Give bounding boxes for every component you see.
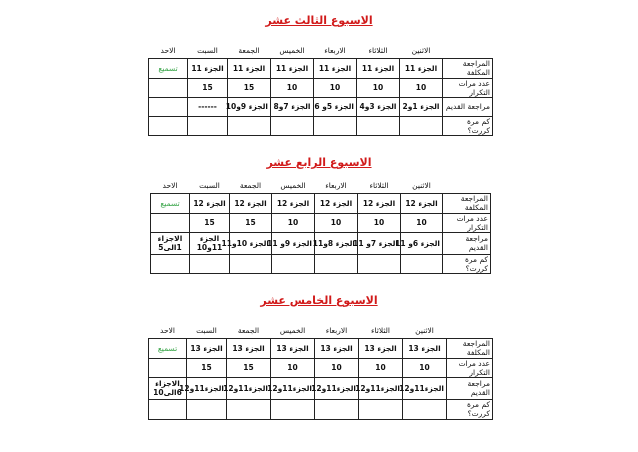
- table-cell: 15: [230, 213, 272, 232]
- table-header-row: [149, 44, 493, 58]
- row-label: مراجعة القديم: [443, 97, 493, 116]
- table-cell: الجزء 10و11: [230, 232, 272, 254]
- table-cell: [271, 116, 314, 135]
- table-row: [151, 213, 491, 232]
- table-cell: 10: [271, 358, 315, 377]
- row-label: عدد مرات التكرار: [443, 78, 493, 97]
- day-header: الجمعة: [237, 326, 260, 336]
- week-15-title: الاسبوع الخامس عشر: [260, 294, 378, 307]
- table-cell: الجزء11و12: [403, 377, 447, 399]
- recitation-cell: تسميع: [149, 338, 187, 358]
- table-cell: [151, 213, 190, 232]
- table-cell: 15: [227, 358, 271, 377]
- table-cell: الجزء11و12: [227, 377, 271, 399]
- table-cell: 10: [359, 358, 403, 377]
- table-cell: ------: [188, 97, 228, 116]
- table-row: [149, 97, 493, 116]
- week-14-table: [150, 179, 491, 274]
- row-label: المراجعة المكلفة: [443, 58, 493, 78]
- table-cell: الجزء 7و8: [271, 97, 314, 116]
- table-cell: [272, 254, 315, 273]
- day-header: الخميس: [279, 326, 306, 336]
- table-cell: [315, 254, 358, 273]
- table-cell: الجزء 11: [400, 58, 443, 78]
- table-cell: الجزء 13: [403, 338, 447, 358]
- day-header: الاحد: [160, 326, 175, 336]
- table-cell: الجزء 11: [357, 58, 400, 78]
- corner-cell: [447, 324, 493, 338]
- table-cell: الاجزاء 1الى5: [151, 232, 190, 254]
- table-cell: [359, 399, 403, 419]
- table-cell: 10: [403, 358, 447, 377]
- day-header: الثلاثاء: [370, 326, 390, 336]
- table-cell: الجزء11و12: [271, 377, 315, 399]
- table-cell: الجزء 13: [271, 338, 315, 358]
- table-cell: [190, 254, 230, 273]
- row-label: المراجعة المكلفة: [443, 193, 491, 213]
- day-header: الاربعاء: [324, 46, 346, 56]
- table-cell: الجزء 11: [188, 58, 228, 78]
- table-row: [149, 58, 493, 78]
- table-cell: [230, 254, 272, 273]
- table-cell: 10: [272, 213, 315, 232]
- day-header: الاثنين: [411, 46, 431, 56]
- corner-cell: [443, 44, 493, 58]
- table-cell: الجزء 11: [228, 58, 271, 78]
- day-header: الاثنين: [412, 181, 431, 191]
- table-cell: الجزء11و12: [359, 377, 403, 399]
- table-cell: [149, 358, 187, 377]
- table-cell: الجزء 9و10: [228, 97, 271, 116]
- table-cell: 15: [188, 78, 228, 97]
- table-cell: [151, 254, 190, 273]
- table-cell: 15: [228, 78, 271, 97]
- day-header: الثلاثاء: [369, 181, 389, 191]
- table-cell: الجزء 12: [190, 193, 230, 213]
- table-cell: الجزء 13: [187, 338, 227, 358]
- table-cell: 10: [400, 78, 443, 97]
- day-header: الجمعة: [239, 181, 262, 191]
- row-label: كم مرة كررت؟: [443, 254, 491, 273]
- day-header: الاثنين: [415, 326, 434, 336]
- table-cell: [149, 97, 188, 116]
- table-cell: [400, 116, 443, 135]
- table-cell: الجزء 11: [271, 58, 314, 78]
- table-row: [149, 358, 493, 377]
- table-row: [149, 338, 493, 358]
- table-cell: الجزء 13: [315, 338, 359, 358]
- table-cell: 15: [187, 358, 227, 377]
- table-cell: الجزء 12: [230, 193, 272, 213]
- table-cell: [149, 399, 187, 419]
- table-cell: الجزء 13: [359, 338, 403, 358]
- table-cell: 10: [315, 358, 359, 377]
- table-row: [149, 78, 493, 97]
- table-cell: الجزء 11و10: [190, 232, 230, 254]
- table-row: [149, 116, 493, 135]
- table-cell: الجزء 9و 11: [272, 232, 315, 254]
- table-header-row: [149, 324, 493, 338]
- table-header-row: [151, 179, 491, 193]
- table-cell: 15: [190, 213, 230, 232]
- day-header: السبت: [197, 46, 218, 56]
- table-cell: 10: [315, 213, 358, 232]
- table-cell: [187, 399, 227, 419]
- table-cell: الاجزاء 6الى10: [149, 377, 187, 399]
- table-cell: [401, 254, 443, 273]
- table-cell: الجزء 11: [314, 58, 357, 78]
- table-cell: الجزء 7و 11: [358, 232, 401, 254]
- table-cell: الجزء 12: [272, 193, 315, 213]
- table-cell: الجزء 12: [358, 193, 401, 213]
- week-15-table: [148, 324, 493, 420]
- table-cell: الجزء11و12: [315, 377, 359, 399]
- table-row: [149, 377, 493, 399]
- table-cell: 10: [358, 213, 401, 232]
- table-cell: 10: [401, 213, 443, 232]
- table-cell: الجزء 6و 11: [401, 232, 443, 254]
- table-cell: [228, 116, 271, 135]
- row-label: مراجعة القديم: [443, 232, 491, 254]
- row-label: مراجعة القديم: [447, 377, 493, 399]
- week-13-table: [148, 44, 493, 136]
- day-header: الاربعاء: [325, 326, 348, 336]
- table-cell: [149, 116, 188, 135]
- day-header: الاحد: [162, 181, 178, 191]
- table-row: [151, 232, 491, 254]
- day-header: الاحد: [160, 46, 176, 56]
- day-header: الخميس: [280, 181, 306, 191]
- row-label: عدد مرات التكرار: [443, 213, 491, 232]
- row-label: كم مرة كررت؟: [443, 116, 493, 135]
- table-cell: الجزء 13: [227, 338, 271, 358]
- table-cell: الجزء 8و11: [315, 232, 358, 254]
- recitation-cell: تسميع: [151, 193, 190, 213]
- table-cell: [227, 399, 271, 419]
- row-label: عدد مرات التكرار: [447, 358, 493, 377]
- week-13-title: الاسبوع الثالث عشر: [265, 14, 373, 27]
- table-cell: [403, 399, 447, 419]
- table-cell: 10: [271, 78, 314, 97]
- day-header: الاربعاء: [325, 181, 347, 191]
- table-cell: [271, 399, 315, 419]
- table-cell: [358, 254, 401, 273]
- table-cell: 10: [357, 78, 400, 97]
- day-header: السبت: [196, 326, 217, 336]
- corner-cell: [443, 179, 491, 193]
- table-cell: [315, 399, 359, 419]
- table-cell: الجزء 12: [315, 193, 358, 213]
- day-header: الثلاثاء: [368, 46, 388, 56]
- row-label: كم مرة كررت؟: [447, 399, 493, 419]
- recitation-cell: تسميع: [149, 58, 188, 78]
- table-cell: الجزء11و12: [187, 377, 227, 399]
- table-cell: [314, 116, 357, 135]
- table-cell: 10: [314, 78, 357, 97]
- table-cell: الجزء 5و 6: [314, 97, 357, 116]
- row-label: المراجعة المكلفة: [447, 338, 493, 358]
- day-header: الخميس: [279, 46, 305, 56]
- table-cell: الجزء 12: [401, 193, 443, 213]
- table-cell: [357, 116, 400, 135]
- week-14-title: الاسبوع الرابع عشر: [266, 156, 372, 169]
- table-cell: [188, 116, 228, 135]
- table-row: [149, 399, 493, 419]
- day-header: الجمعة: [238, 46, 260, 56]
- table-row: [151, 254, 491, 273]
- day-header: السبت: [199, 181, 220, 191]
- table-row: [151, 193, 491, 213]
- table-cell: [149, 78, 188, 97]
- table-cell: الجزء 1و2: [400, 97, 443, 116]
- table-cell: الجزء 3و4: [357, 97, 400, 116]
